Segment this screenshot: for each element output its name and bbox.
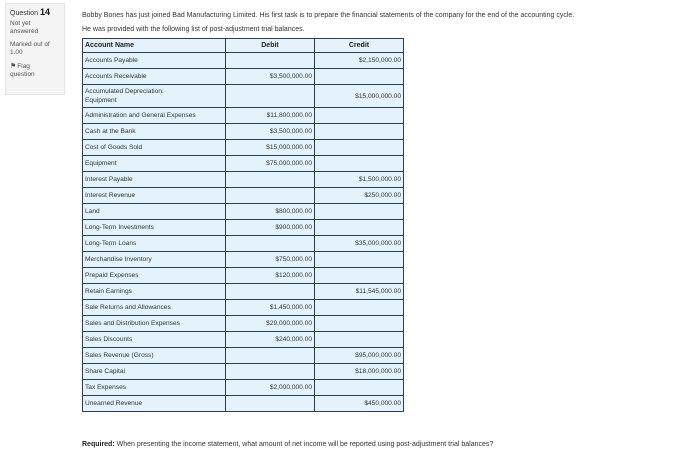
question-number bbox=[10, 7, 60, 17]
account-cell: Sales Discounts bbox=[83, 332, 226, 348]
trial-balance-table bbox=[82, 38, 404, 412]
account-cell: Share Capital bbox=[83, 364, 226, 380]
table-row bbox=[83, 108, 404, 124]
credit-cell: $95,000,000.00 bbox=[315, 348, 404, 364]
table-row bbox=[83, 188, 404, 204]
debit-cell bbox=[226, 396, 315, 412]
credit-cell bbox=[315, 300, 404, 316]
debit-cell bbox=[226, 85, 315, 108]
account-cell: Accumulated Depreciation: Equipment bbox=[83, 85, 226, 108]
flag-question-link[interactable] bbox=[10, 63, 60, 79]
account-cell: Merchandise Inventory bbox=[83, 252, 226, 268]
account-cell: Prepaid Expenses bbox=[83, 268, 226, 284]
credit-cell: $1,500,000.00 bbox=[315, 172, 404, 188]
credit-cell bbox=[315, 124, 404, 140]
account-cell: Accounts Payable bbox=[83, 53, 226, 69]
credit-cell: $250,000.00 bbox=[315, 188, 404, 204]
table-row bbox=[83, 316, 404, 332]
debit-cell: $29,000,000.00 bbox=[226, 316, 315, 332]
table-row bbox=[83, 156, 404, 172]
table-row bbox=[83, 348, 404, 364]
credit-cell bbox=[315, 380, 404, 396]
debit-cell: $11,800,000.00 bbox=[226, 108, 315, 124]
question-info-panel bbox=[5, 3, 65, 95]
required-text: When presenting the income statement, what amount of net income will be reported using post-adjustment trial balances? bbox=[114, 441, 494, 448]
account-cell: Long-Term Loans bbox=[83, 236, 226, 252]
debit-cell: $75,000,000.00 bbox=[226, 156, 315, 172]
flag-label-2: question bbox=[10, 71, 35, 78]
header-account-name: Account Name bbox=[83, 39, 226, 53]
debit-cell: $3,500,000.00 bbox=[226, 69, 315, 85]
debit-cell: $2,000,000.00 bbox=[226, 380, 315, 396]
table-row bbox=[83, 172, 404, 188]
debit-cell: $3,500,000.00 bbox=[226, 124, 315, 140]
credit-cell bbox=[315, 140, 404, 156]
credit-cell bbox=[315, 316, 404, 332]
credit-cell bbox=[315, 220, 404, 236]
debit-cell: $120,000.00 bbox=[226, 268, 315, 284]
credit-cell: $18,000,000.00 bbox=[315, 364, 404, 380]
table-row bbox=[83, 364, 404, 380]
table-row bbox=[83, 332, 404, 348]
debit-cell: $800,000.00 bbox=[226, 204, 315, 220]
question-intro-line-1: Bobby Bones has just joined Bad Manufacturing Limited. His first task is to prepare the financial statements of the company for the end of the accounting cycle. bbox=[82, 12, 575, 19]
account-cell: Interest Revenue bbox=[83, 188, 226, 204]
account-cell: Land bbox=[83, 204, 226, 220]
table-row bbox=[83, 268, 404, 284]
question-number-value: 14 bbox=[39, 7, 50, 17]
account-cell: Cost of Goods Sold bbox=[83, 140, 226, 156]
debit-cell bbox=[226, 53, 315, 69]
account-cell: Long-Term Investments bbox=[83, 220, 226, 236]
account-cell: Sales and Distribution Expenses bbox=[83, 316, 226, 332]
account-cell: Unearned Revenue bbox=[83, 396, 226, 412]
debit-cell bbox=[226, 172, 315, 188]
table-row bbox=[83, 220, 404, 236]
required-label: Required: bbox=[82, 441, 115, 448]
account-cell: Cash at the Bank bbox=[83, 124, 226, 140]
table-row bbox=[83, 300, 404, 316]
credit-cell: $35,000,000.00 bbox=[315, 236, 404, 252]
marks-line-1: Marked out of bbox=[10, 41, 50, 48]
debit-cell: $15,000,000.00 bbox=[226, 140, 315, 156]
debit-cell bbox=[226, 188, 315, 204]
table-row bbox=[83, 85, 404, 108]
debit-cell: $240,000.00 bbox=[226, 332, 315, 348]
debit-cell bbox=[226, 364, 315, 380]
flag-icon: ⚑ bbox=[10, 63, 17, 70]
credit-cell bbox=[315, 252, 404, 268]
debit-cell bbox=[226, 236, 315, 252]
account-cell: Accounts Receivable bbox=[83, 69, 226, 85]
credit-cell bbox=[315, 268, 404, 284]
marks-line-2: 1.00 bbox=[10, 49, 23, 56]
table-row bbox=[83, 252, 404, 268]
credit-cell: $2,150,000.00 bbox=[315, 53, 404, 69]
debit-cell: $900,000.00 bbox=[226, 220, 315, 236]
table-row bbox=[83, 284, 404, 300]
header-debit: Debit bbox=[226, 39, 315, 53]
table-row bbox=[83, 53, 404, 69]
account-cell: Tax Expenses bbox=[83, 380, 226, 396]
credit-cell: $15,000,000.00 bbox=[315, 85, 404, 108]
table-row bbox=[83, 124, 404, 140]
table-header-row bbox=[83, 39, 404, 53]
debit-cell bbox=[226, 284, 315, 300]
required-question bbox=[82, 441, 493, 448]
table-row bbox=[83, 380, 404, 396]
account-cell: Sales Revenue (Gross) bbox=[83, 348, 226, 364]
credit-cell: $450,000.00 bbox=[315, 396, 404, 412]
table-row bbox=[83, 204, 404, 220]
question-intro-line-2: He was provided with the following list of post-adjustment trial balances. bbox=[82, 26, 305, 33]
credit-cell: $11,545,000.00 bbox=[315, 284, 404, 300]
header-credit: Credit bbox=[315, 39, 404, 53]
account-cell: Retain Earnings bbox=[83, 284, 226, 300]
credit-cell bbox=[315, 204, 404, 220]
table-row bbox=[83, 69, 404, 85]
table-row bbox=[83, 140, 404, 156]
credit-cell bbox=[315, 156, 404, 172]
table-row bbox=[83, 236, 404, 252]
account-cell: Administration and General Expenses bbox=[83, 108, 226, 124]
credit-cell bbox=[315, 69, 404, 85]
flag-label-1: Flag bbox=[17, 63, 30, 70]
credit-cell bbox=[315, 108, 404, 124]
question-label: Question bbox=[10, 10, 39, 17]
table-row bbox=[83, 396, 404, 412]
debit-cell: $750,000.00 bbox=[226, 252, 315, 268]
debit-cell: $1,450,000.00 bbox=[226, 300, 315, 316]
debit-cell bbox=[226, 348, 315, 364]
status-line-1: Not yet bbox=[10, 20, 31, 27]
status-line-2: answered bbox=[10, 28, 39, 35]
account-cell: Equipment bbox=[83, 156, 226, 172]
credit-cell bbox=[315, 332, 404, 348]
account-cell: Interest Payable bbox=[83, 172, 226, 188]
account-cell: Sale Returns and Allowances bbox=[83, 300, 226, 316]
